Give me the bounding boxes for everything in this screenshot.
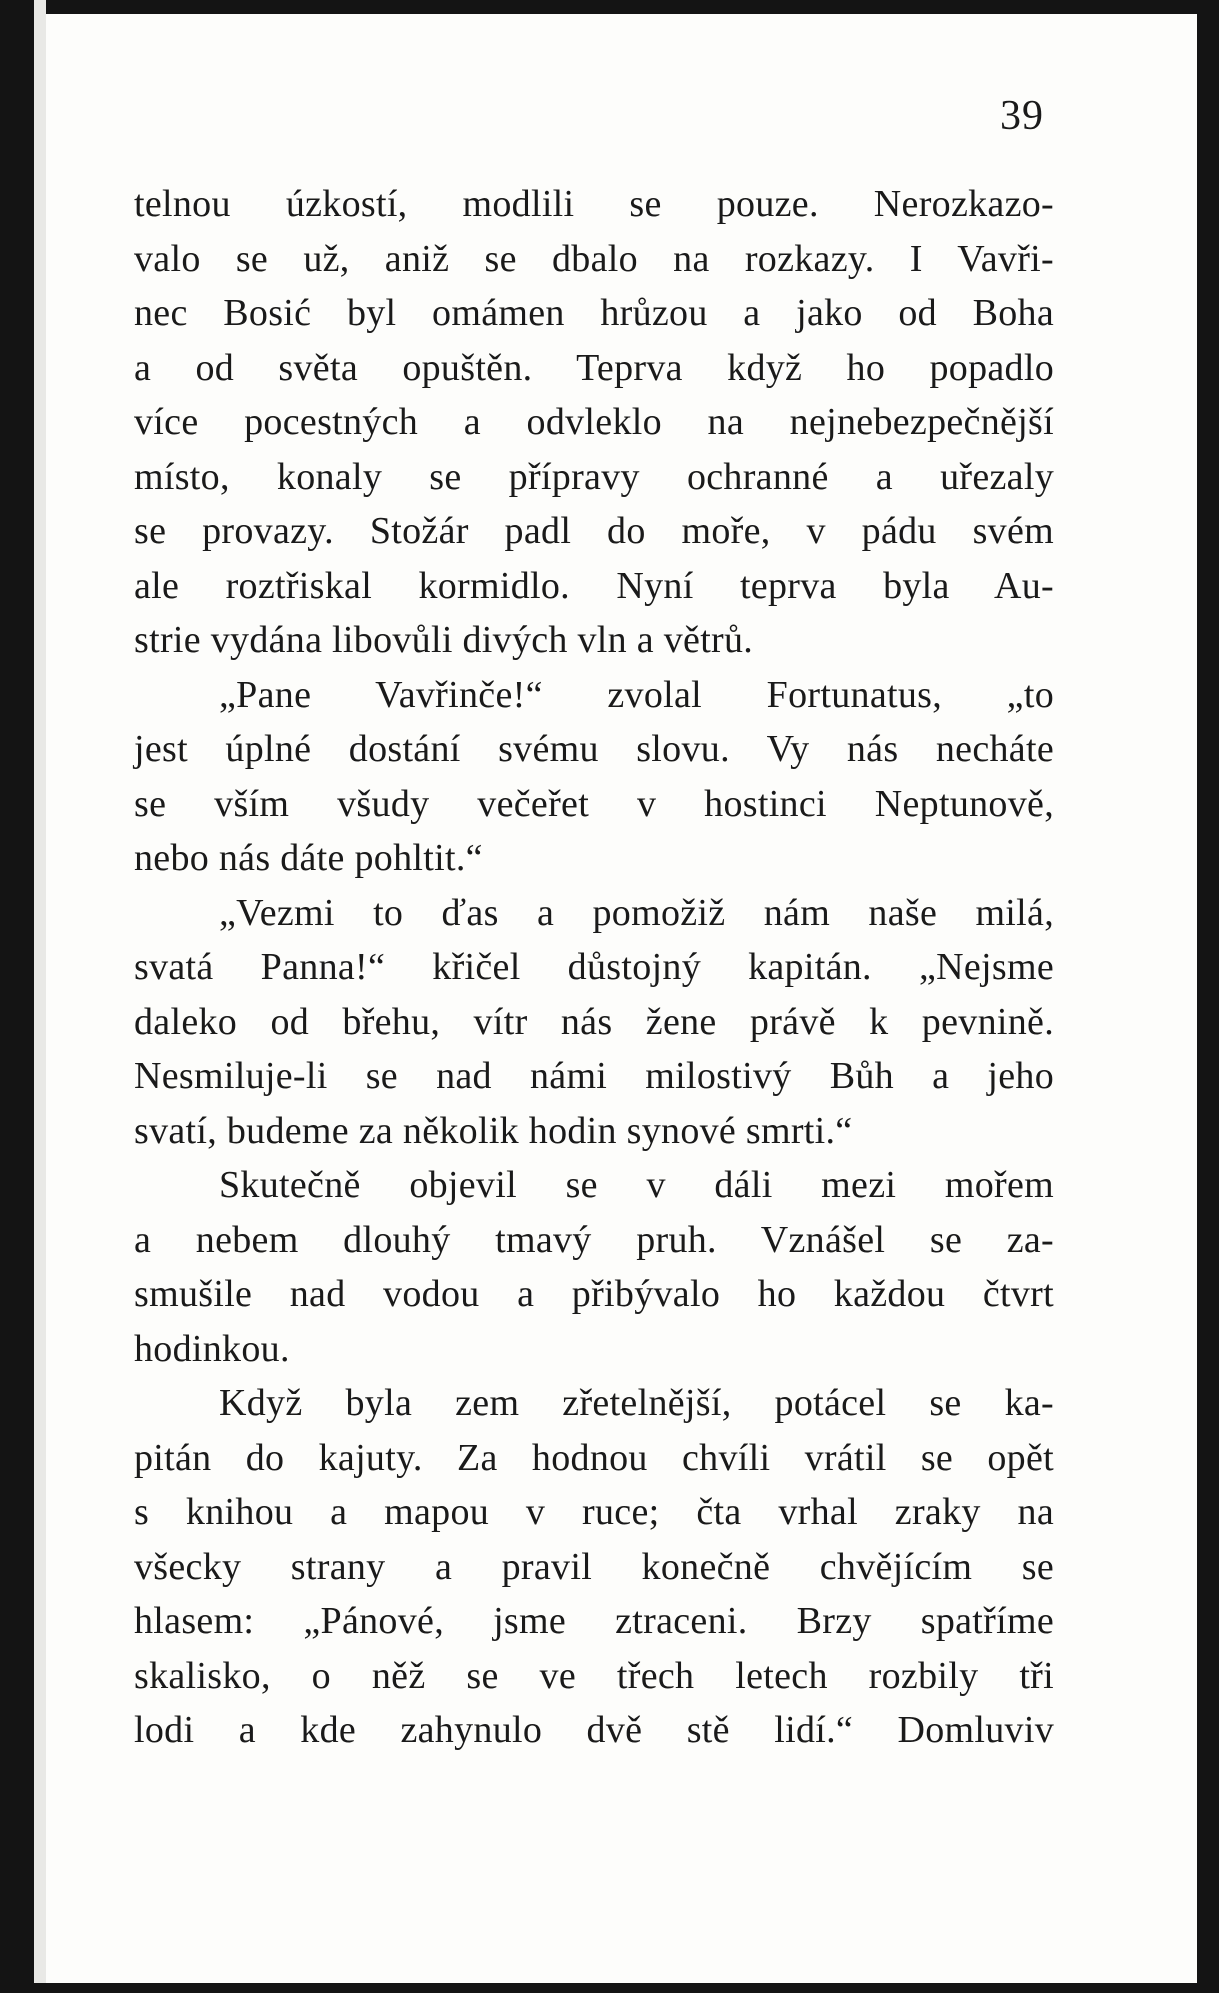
scan-border-bottom [0,1983,1219,1993]
text-line: „Vezmi to ďas a pomožiž nám naše milá, [219,891,1054,934]
text-line: pitán do kajuty. Za hodnou chvíli vrátil se opět [134,1436,1054,1479]
text-line: ale roztřiskal kormidlo. Nyní teprva byla Au- [134,564,1054,607]
text-line: Skutečně objevil se v dáli mezi mořem [219,1164,1054,1206]
scan-border-right [1197,0,1219,1993]
text-line: lodi a kde zahynulo dvě stě lidí.“ Domluviv [134,1709,1054,1751]
paragraph [134,1158,1054,1376]
paragraph [134,1376,1054,1758]
text-line: nec Bosić byl omámen hrůzou a jako od Boha [134,292,1054,334]
text-line: a nebem dlouhý tmavý pruh. Vznášel se za- [134,1218,1054,1261]
text-line: strie vydána libovůli divých vln a větrů. [134,619,754,661]
text-line: hlasem: „Pánové, jsme ztraceni. Brzy spatříme [134,1600,1054,1642]
paragraph [134,668,1054,886]
text-line: svatá Panna!“ křičel důstojný kapitán. „Nejsme [134,946,1054,988]
paragraph [134,886,1054,1159]
text-line: s knihou a mapou v ruce; čta vrhal zraky na [134,1491,1054,1533]
body-text [134,177,1054,1758]
text-line: všecky strany a pravil konečně chvějícím se [134,1545,1054,1588]
page-gutter [34,0,46,1993]
text-line: „Pane Vavřinče!“ zvolal Fortunatus, „to [219,673,1054,716]
scan-border-top [0,0,1219,14]
text-line: se provazy. Stožár padl do moře, v pádu svém [134,510,1054,552]
text-line: jest úplné dostání svému slovu. Vy nás necháte [134,728,1054,770]
text-line: Nesmiluje-li se nad námi milostivý Bůh a jeho [134,1055,1054,1097]
text-line: telnou úzkostí, modlili se pouze. Nerozkazo- [134,183,1054,225]
text-line: svatí, budeme za několik hodin synové smrti.“ [134,1109,853,1152]
text-line: skalisko, o něž se ve třech letech rozbily tři [134,1654,1054,1697]
text-line: smušile nad vodou a přibývalo ho každou čtvrt [134,1273,1054,1315]
scan-border-left [0,0,34,1993]
text-line: daleko od břehu, vítr nás žene právě k pevnině. [134,1000,1054,1043]
text-line: místo, konaly se přípravy ochranné a uřezaly [134,455,1054,498]
text-line: nebo nás dáte pohltit.“ [134,837,483,879]
text-line: a od světa opuštěn. Teprva když ho popadlo [134,346,1054,389]
text-line: valo se už, aniž se dbalo na rozkazy. I Vavři- [134,237,1054,280]
text-line: více pocestných a odvleklo na nejnebezpečnější [134,401,1054,443]
text-line: hodinkou. [134,1327,290,1370]
paragraph [134,177,1054,668]
text-line: se vším všudy večeřet v hostinci Neptunově, [134,782,1054,825]
text-line: Když byla zem zřetelnější, potácel se ka- [219,1382,1054,1424]
page-number: 39 [1000,93,1044,139]
